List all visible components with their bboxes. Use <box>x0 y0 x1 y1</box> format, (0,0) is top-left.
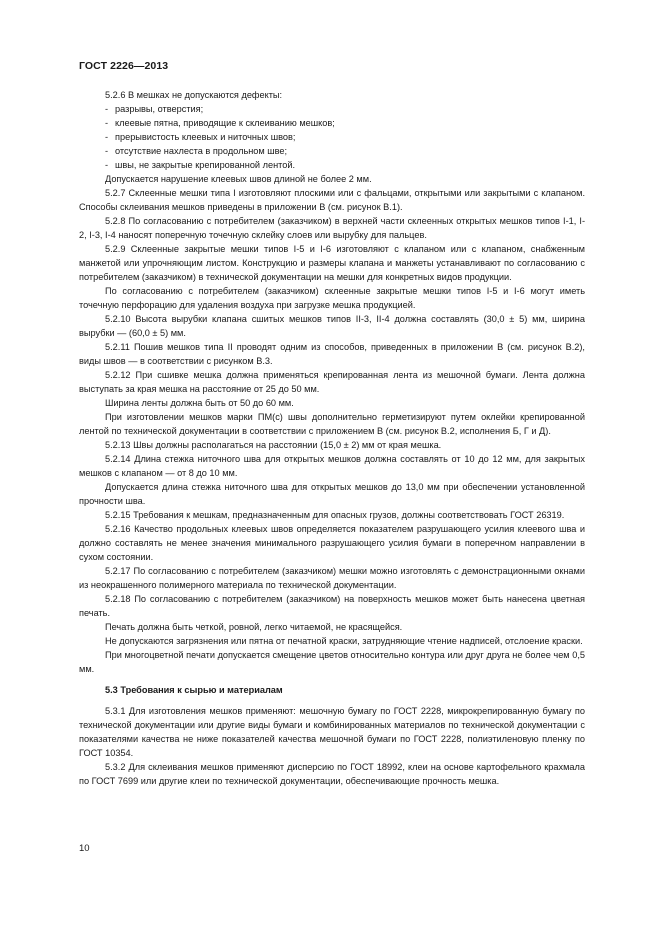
paragraph: 5.3.2 Для склеивания мешков применяют дисперсию по ГОСТ 18992, клеи на основе картофельного крахмала по ГОСТ 7699 или другие клеи по технической документации, обеспечивающие прочность мешка. <box>79 762 585 786</box>
document-body <box>79 88 585 788</box>
paragraph: 5.2.6 В мешках не допускаются дефекты: <box>105 90 283 100</box>
paragraph: Печать должна быть четкой, ровной, легко читаемой, не красящейся. <box>105 622 403 632</box>
paragraph: 5.2.14 Длина стежка ниточного шва для открытых мешков должна составлять от 10 до 12 мм, для закрытых мешков с клапаном — от 8 до 10 мм. <box>79 454 585 478</box>
paragraph: Допускается длина стежка ниточного шва для открытых мешков до 13,0 мм при обеспечении установленной прочности шва. <box>79 482 585 506</box>
paragraph: При изготовлении мешков марки ПМ(с) швы дополнительно герметизируют путем оклейки крепированной лентой по технической документации в соответствии с приложением В (см. рисунок В.2, исполнения Б, Г и Д). <box>79 412 585 436</box>
defect-list-item: - прерывистость клеевых и ниточных швов; <box>105 132 296 142</box>
paragraph: При многоцветной печати допускается смещение цветов относительно контура или друг друга не более чем 0,5 мм. <box>79 650 585 674</box>
paragraph: Ширина ленты должна быть от 50 до 60 мм. <box>105 398 294 408</box>
document-header: ГОСТ 2226—2013 <box>79 60 169 72</box>
paragraph: Допускается нарушение клеевых швов длиной не более 2 мм. <box>105 174 372 184</box>
paragraph: 5.2.12 При сшивке мешка должна применяться крепированная лента из мешочной бумаги. Лента должна выступать за края мешка на расстояние от 25 до 50 мм. <box>79 370 585 394</box>
paragraph: 5.3.1 Для изготовления мешков применяют: мешочную бумагу по ГОСТ 2228, микрокрепированную бумагу по технической документации или другие виды бумаги и комбинированных материалов по технической документации с показателями качества не ниже показателей качества мешочной бумаги по ГОСТ 2228, полиэтиленовую пленку по ГОСТ 10354. <box>79 706 585 758</box>
paragraph: 5.2.17 По согласованию с потребителем (заказчиком) мешки можно изготовлять с демонстрационными окнами из неокрашенного полимерного материала по технической документации. <box>79 566 585 590</box>
paragraph: 5.2.16 Качество продольных клеевых швов определяется показателем разрушающего усилия клеевого шва и должно составлять не менее значения минимального разрушающего усилия бумаги в поперечном направлении в сухом состоянии. <box>79 524 585 562</box>
paragraph: 5.2.8 По согласованию с потребителем (заказчиком) в верхней части склеенных открытых мешков типов I-1, I-2, I-3, I-4 наносят поперечную точечную склейку слоев или вырубку для пальцев. <box>79 216 585 240</box>
paragraph: 5.2.13 Швы должны располагаться на расстоянии (15,0 ± 2) мм от края мешка. <box>105 440 442 450</box>
paragraph: Не допускаются загрязнения или пятна от печатной краски, затрудняющие чтение надписей, отслоение краски. <box>105 636 583 646</box>
paragraph: По согласованию с потребителем (заказчиком) склеенные закрытые мешки типов I-5 и I-6 могут иметь точечную перфорацию для удаления воздуха при загрузке мешка продукцией. <box>79 286 585 310</box>
defect-list-item: - клеевые пятна, приводящие к склеиванию мешков; <box>105 118 335 128</box>
list-item-text: прерывистость клеевых и ниточных швов; <box>115 132 296 142</box>
paragraph: 5.2.18 По согласованию с потребителем (заказчиком) на поверхность мешков может быть нанесена цветная печать. <box>79 594 585 618</box>
section-heading: 5.3 Требования к сырью и материалам <box>105 685 283 695</box>
page-number: 10 <box>79 843 90 854</box>
defect-list-item: - швы, не закрытые крепированной лентой. <box>105 160 296 170</box>
list-item-text: клеевые пятна, приводящие к склеиванию мешков; <box>115 118 335 128</box>
defect-list-item: - разрывы, отверстия; <box>105 104 204 114</box>
list-item-text: швы, не закрытые крепированной лентой. <box>115 160 296 170</box>
paragraph: 5.2.9 Склеенные закрытые мешки типов I-5 и I-6 изготовляют с клапаном или с клапаном, снабженным манжетой или упрочняющим листом. Конструкцию и размеры клапана и манжеты устанавливают по согласованию с потребителем (заказчиком) в технической документации на мешки для конкретных видов продукции. <box>79 244 585 282</box>
paragraph: 5.2.11 Пошив мешков типа II проводят одним из способов, приведенных в приложении В (см. рисунок В.2), виды швов — в соответствии с рисунком В.3. <box>79 342 585 366</box>
list-item-text: разрывы, отверстия; <box>115 104 204 114</box>
list-item-text: отсутствие нахлеста в продольном шве; <box>115 146 288 156</box>
defect-list-item: - отсутствие нахлеста в продольном шве; <box>105 146 288 156</box>
paragraph: 5.2.10 Высота вырубки клапана сшитых мешков типов II-3, II-4 должна составлять (30,0 ± 5) мм, ширина вырубки — (60,0 ± 5) мм. <box>79 314 585 338</box>
paragraph: 5.2.7 Склеенные мешки типа I изготовляют плоскими или с фальцами, открытыми или закрытыми с клапаном. Способы склеивания мешков приведены в приложении В (см. рисунок В.1). <box>79 188 585 212</box>
paragraph: 5.2.15 Требования к мешкам, предназначенным для опасных грузов, должны соответствовать ГОСТ 26319. <box>105 510 565 520</box>
